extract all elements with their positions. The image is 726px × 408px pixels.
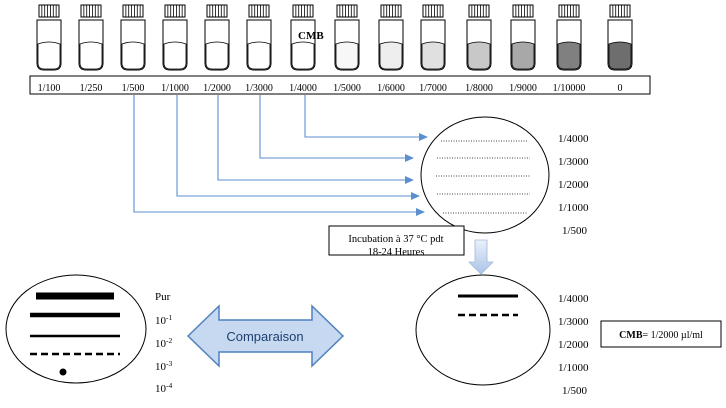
- tube-liquid: [468, 42, 490, 69]
- test-tube: [163, 5, 187, 70]
- tube-liquid: [164, 42, 186, 69]
- dilution-label: 1/4000: [289, 83, 317, 94]
- test-tube: [421, 5, 445, 70]
- reference-plate-labels: [155, 291, 172, 395]
- test-tube: [37, 5, 61, 70]
- dilution-label: 1/250: [79, 83, 103, 94]
- plate-label: 1/1000: [558, 362, 589, 374]
- reference-plate: [6, 275, 146, 383]
- test-tube: [557, 5, 581, 70]
- test-tube: [511, 5, 535, 70]
- result-text: CMB= 1/2000 µl/ml: [619, 330, 703, 341]
- plate-label: 1/4000: [558, 133, 589, 145]
- comparison-arrow: [188, 306, 343, 366]
- dilution-label: 1/9000: [509, 83, 537, 94]
- dilution-label: 1/3000: [245, 83, 273, 94]
- connector-arrow: [177, 95, 419, 196]
- dilution-label: 1/7000: [419, 83, 447, 94]
- plate-label: 1/2000: [558, 179, 589, 191]
- incubation-text-line1: Incubation à 37 °C pdt: [348, 234, 444, 245]
- dilution-label: 1/100: [37, 83, 61, 94]
- tube-liquid: [122, 42, 144, 69]
- test-tube: [247, 5, 271, 70]
- ref-label: $10^{-3}$: [155, 359, 173, 373]
- test-tube: [79, 5, 103, 70]
- tube-liquid: [558, 42, 580, 69]
- test-tube: [205, 5, 229, 70]
- test-tube: [335, 5, 359, 70]
- result-plate-labels: [558, 293, 589, 397]
- tube-liquid: [609, 42, 631, 69]
- connector-arrow: [260, 95, 413, 158]
- dilution-label: 1/500: [121, 83, 145, 94]
- test-tube: [608, 5, 632, 70]
- tube-rack: [37, 5, 632, 70]
- tube-liquid: [336, 42, 358, 69]
- plate-label: 1/3000: [558, 316, 589, 328]
- tube-liquid: [292, 42, 314, 69]
- tube-liquid: [248, 42, 270, 69]
- ref-label: $10^{-4}$: [155, 381, 173, 395]
- tube-liquid: [38, 42, 60, 69]
- top-plate-labels: [558, 133, 589, 237]
- connector-arrow: [305, 95, 427, 137]
- tube-liquid: [206, 42, 228, 69]
- cmb-tube-label: CMB: [298, 30, 324, 42]
- colony-dot: [60, 369, 67, 376]
- result-box: [601, 321, 721, 347]
- tube-liquid: [512, 42, 534, 69]
- comparison-label: Comparaison: [226, 329, 304, 344]
- dilution-label: 1/10000: [552, 83, 586, 94]
- tube-liquid: [422, 42, 444, 69]
- ref-label: $10^{-2}$: [155, 336, 173, 350]
- ref-label: $10^{-1}$: [155, 313, 173, 327]
- plate-label: 1/4000: [558, 293, 589, 305]
- plate-label: 1/500: [562, 225, 588, 237]
- ref-label: Pur: [155, 291, 171, 303]
- plate-label: 1/1000: [558, 202, 589, 214]
- result-plate: [416, 275, 550, 385]
- tube-liquid: [380, 42, 402, 69]
- connector-arrows: [134, 95, 427, 212]
- plate-label: 1/2000: [558, 339, 589, 351]
- test-tube: [121, 5, 145, 70]
- down-arrow-icon: [469, 240, 493, 274]
- dilution-label: 1/1000: [161, 83, 189, 94]
- incubation-box: [329, 226, 464, 258]
- dilution-label: 1/5000: [333, 83, 361, 94]
- dilution-label: 1/8000: [465, 83, 493, 94]
- dilution-label: 1/6000: [377, 83, 405, 94]
- test-tube: [467, 5, 491, 70]
- dilution-label: 0: [617, 83, 623, 94]
- plate-label: 1/500: [562, 385, 588, 397]
- top-agar-plate: [421, 117, 549, 233]
- tube-liquid: [80, 42, 102, 69]
- incubation-text-line2: 18-24 Heures: [367, 247, 425, 258]
- plate-label: 1/3000: [558, 156, 589, 168]
- test-tube: [379, 5, 403, 70]
- dilution-label: 1/2000: [203, 83, 231, 94]
